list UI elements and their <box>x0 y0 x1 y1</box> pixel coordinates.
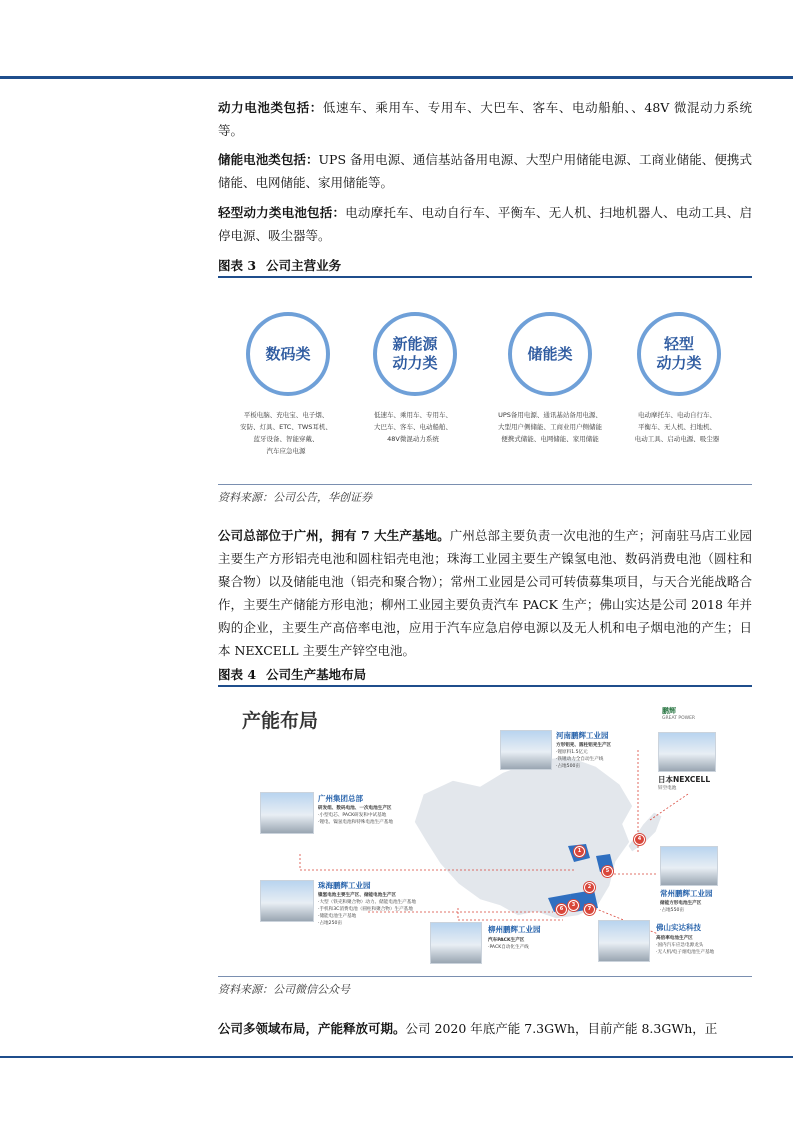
guangzhou-site-line: ·锂电、镍氢电池和特殊电池生产基地 <box>318 820 393 825</box>
figure4-bottom-rule <box>218 976 752 977</box>
segment-circle-digital <box>246 312 330 396</box>
henan-site-photo <box>500 730 552 770</box>
zhuhai-site-line: ·占地250亩 <box>318 921 343 926</box>
paragraph-power-battery <box>218 96 752 142</box>
segment-label: 储能类 <box>527 344 573 363</box>
segment-label-line: 动力类 <box>392 354 438 372</box>
site-marker: 2 <box>584 882 595 893</box>
segment-desc-light-power <box>617 409 737 445</box>
desc-line: 大型用户侧储能、工商业用户侧储能 <box>498 423 602 431</box>
paragraph-body: 公司 2020 年底产能 7.3GWh，目前产能 8.3GWh，正 <box>405 1021 718 1036</box>
liuzhou-site-photo <box>430 922 482 964</box>
guangzhou-site-photo <box>260 792 314 834</box>
japan-outline <box>628 812 662 852</box>
segment-label-line: 动力类 <box>656 354 702 372</box>
logo-en: GREAT POWER <box>662 716 696 721</box>
guangzhou-site-line: 研发组、数码电池、一次电池生产区 <box>318 806 392 811</box>
site-marker: 6 <box>556 904 567 915</box>
desc-line: 汽车应急电源 <box>266 447 306 455</box>
segment-label-line: 轻型 <box>663 335 694 353</box>
figure3-source: 资料来源：公司公告，华创证券 <box>218 491 372 504</box>
henan-site-line: 方形铝壳、圆柱铝壳生产区 <box>556 743 612 748</box>
desc-line: 低速车、乘用车、专用车、 <box>374 411 452 419</box>
paragraph-head: 轻型动力类电池包括： <box>218 205 346 220</box>
foshan-site-line: 高倍率电池生产区 <box>656 936 693 941</box>
changzhou-site-line: 储能方形电池生产区 <box>660 901 702 906</box>
desc-line: 安防、灯具、ETC、TWS耳机、 <box>240 423 332 431</box>
foshan-site-name: 佛山实达科技 <box>656 923 701 932</box>
paragraph-storage-battery <box>218 148 752 194</box>
paragraph-head: 储能电池类包括： <box>218 152 319 167</box>
figure4-top-rule <box>218 685 752 687</box>
desc-line: 电动工具、启动电源、吸尘器 <box>634 435 720 443</box>
segment-desc-digital <box>226 409 346 457</box>
figure-title-text: 公司主营业务 <box>266 258 342 273</box>
segment-circle-storage <box>508 312 592 396</box>
zhuhai-site-line: ·手机和3C消费电池（圆柱和聚合物）生产基地 <box>318 907 413 912</box>
segment-circle-ev-power <box>373 312 457 396</box>
paragraph-head: 公司总部位于广州，拥有 7 大生产基地。 <box>218 528 450 543</box>
site-marker: 3 <box>568 900 579 911</box>
segment-label: 数码类 <box>265 344 311 363</box>
figure4-source: 资料来源：公司微信公众号 <box>218 983 350 996</box>
guangzhou-site-name: 广州集团总部 <box>318 794 363 803</box>
liuzhou-site-name: 柳州鹏辉工业园 <box>488 925 541 934</box>
figure-number: 图表 4 <box>218 667 257 682</box>
desc-line: 蓝牙设备、智能穿戴、 <box>253 435 319 443</box>
figure3-top-rule <box>218 276 752 278</box>
desc-line: 大巴车、客车、电动船舶、 <box>374 423 452 431</box>
footer-rule <box>0 1056 793 1058</box>
foshan-site-line: ·国内汽车应急电源龙头 <box>656 943 704 948</box>
segment-label-line: 新能源 <box>392 335 438 353</box>
logo-cn: 鹏辉 <box>662 707 676 715</box>
site-marker: 7 <box>584 904 595 915</box>
zhuhai-site-line: ·大型（铁壳和聚合物）动力、储能电池生产基地 <box>318 900 416 905</box>
henan-site-line: ·铁锂动力全自动生产线 <box>556 757 604 762</box>
liuzhou-site-line: 汽车PACK生产区 <box>488 938 525 943</box>
site-marker: 5 <box>602 866 613 877</box>
china-outline <box>414 756 633 919</box>
zhuhai-site-line: 镍氢电池主要生产区、储能电池生产区 <box>318 893 397 898</box>
foshan-site-photo <box>598 920 650 962</box>
changzhou-site-name: 常州鹏辉工业园 <box>660 889 713 898</box>
desc-line: 平板电脑、充电宝、电子烟、 <box>243 411 329 419</box>
site-marker: 4 <box>634 834 645 845</box>
paragraph-body: 低速车、乘用车、专用车、大巴车、客车、电动船舶、、48V 微混动力系统等。 <box>218 100 752 138</box>
paragraph-capacity <box>218 1017 752 1040</box>
paragraph-head: 公司多领域布局，产能释放可期。 <box>218 1021 406 1036</box>
desc-line: 平衡车、无人机、扫地机、 <box>638 423 716 431</box>
map-title: 产能布局 <box>242 710 319 732</box>
segment-label <box>647 335 711 373</box>
paragraph-light-power-battery <box>218 201 752 247</box>
desc-line: UPS备用电源、通讯基站备用电源、 <box>498 411 602 419</box>
henan-site-name: 河南鹏辉工业园 <box>556 731 609 740</box>
figure-title-text: 公司生产基地布局 <box>266 667 367 682</box>
desc-line: 48V微混动力系统 <box>387 435 439 443</box>
figure3-title <box>218 256 341 274</box>
segment-label <box>383 335 447 373</box>
desc-line: 电动摩托车、电动自行车、 <box>638 411 716 419</box>
paragraph-body: 电动摩托车、电动自行车、平衡车、无人机、扫地机器人、电动工具、启停电源、吸尘器等。 <box>218 205 752 243</box>
figure-number: 图表 3 <box>218 258 257 273</box>
changzhou-site-photo <box>660 846 718 886</box>
changzhou-site-line: ·占地550亩 <box>660 908 685 913</box>
zhuhai-site-line: ·储能电池生产基地 <box>318 914 357 919</box>
desc-line: 便携式储能、电网储能、家用储能 <box>501 435 599 443</box>
zhuhai-site-photo <box>260 880 314 922</box>
zhuhai-site-name: 珠海鹏辉工业园 <box>318 881 371 890</box>
segment-desc-ev-power <box>353 409 473 445</box>
henan-site-line: ·锂原料1.5亿元 <box>556 750 588 755</box>
header-rule <box>0 76 793 79</box>
capacity-map <box>218 694 752 972</box>
henan-site-line: ·占地500亩 <box>556 764 581 769</box>
guangzhou-site-line: ·小型电芯、PACK研发和中试基地 <box>318 813 387 818</box>
paragraph-body: 广州总部主要负责一次电池的生产；河南驻马店工业园主要生产方形铝壳电池和圆柱铝壳电池；珠海工业园主要生产镍氢电池、数码消费电池（圆柱和聚合物）以及储能电池（铝壳和聚合物）；常州工业园是公司可转债募集项目，与天合光能战略合作，主要生产储能方形电池；柳州工业园主要负责汽车 PACK 生产；佛山实达是公司 2018 年并购的企业，主要生产高倍率电池，应用于汽车应急启停电源以及无人机和电子烟电池的产生；日本 NEXCELL 主要生产锌空电池。 <box>218 528 752 658</box>
segment-desc-storage <box>483 409 617 445</box>
site-marker: 1 <box>574 846 585 857</box>
figure3-bottom-rule <box>218 484 752 485</box>
foshan-site-line: ·无人机/电子烟电池生产基地 <box>656 950 715 955</box>
liuzhou-site-line: ·PACK自动化生产线 <box>488 945 529 950</box>
figure4-title <box>218 665 366 683</box>
paragraph-body: UPS 备用电源、通信基站备用电源、大型户用储能电源、工商业储能、便携式储能、电网储能、家用储能等。 <box>218 152 752 190</box>
japan-site-line: 锌空电池 <box>658 786 677 791</box>
paragraph-head: 动力电池类包括： <box>218 100 323 115</box>
segment-circle-light-power <box>637 312 721 396</box>
paragraph-production-bases <box>218 524 752 662</box>
japan-site-photo <box>658 732 716 772</box>
japan-site-name: 日本NEXCELL <box>658 775 711 784</box>
